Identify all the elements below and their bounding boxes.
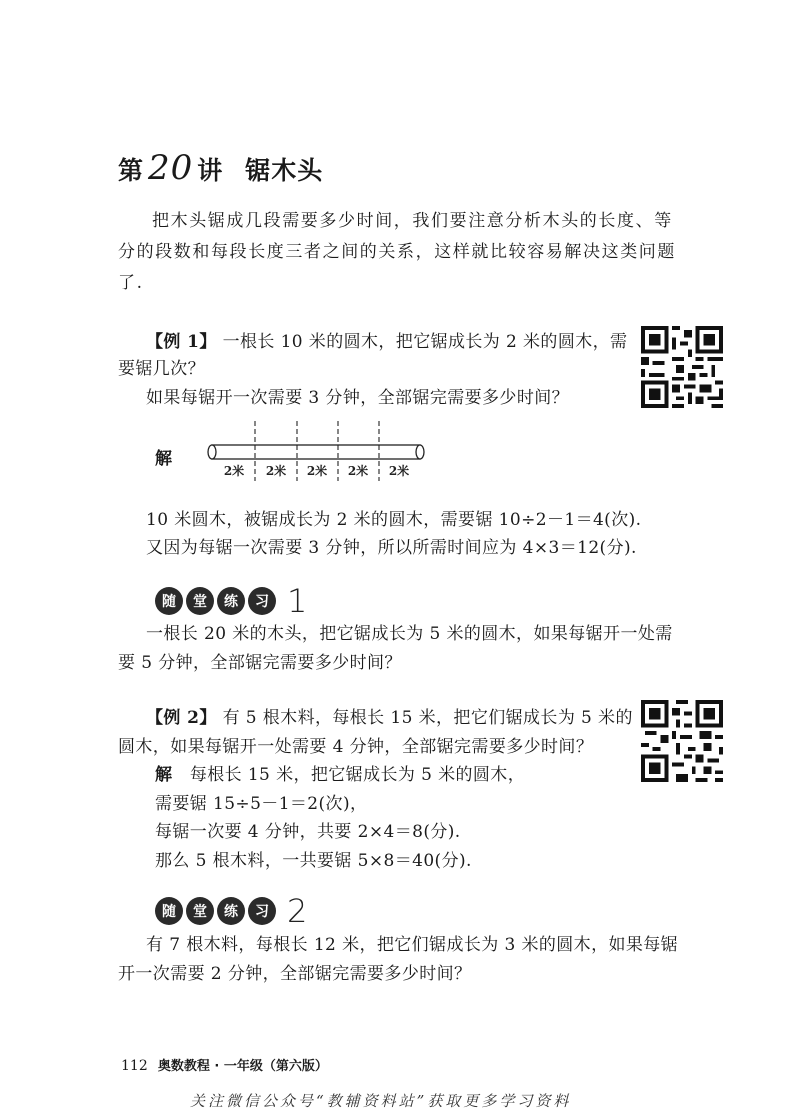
- example2-line2: 圆木，如果每锯开一处需要 4 分钟，全部锯完需要多少时间？: [118, 737, 594, 757]
- example2-solution-line2: 需要锯 15÷5－1＝2(次)，: [155, 794, 368, 814]
- example1-solution-label: 解: [155, 449, 173, 469]
- example2-label: 【例 2】: [146, 708, 217, 728]
- practice-badge: 堂: [186, 587, 214, 615]
- example1-answer-line1: 10 米圆木，被锯成长为 2 米的圆木，需要锯 10÷2－1＝4(次).: [146, 510, 642, 530]
- log-end-left: [208, 445, 216, 459]
- watermark-text: 关注微信公众号“教辅资料站”获取更多学习资料: [190, 1092, 572, 1110]
- practice1-line1: 一根长 20 米的木头，把它锯成长为 5 米的圆木，如果每锯开一处需: [146, 624, 673, 644]
- lecture-number: 20: [148, 148, 194, 188]
- example2-solution-label: 解: [155, 765, 173, 785]
- example1-label: 【例 1】: [146, 332, 217, 352]
- example1-line1: 【例 1】 一根长 10 米的圆木，把它锯成长为 2 米的圆木，需: [146, 332, 628, 352]
- example1-line3: 如果每锯开一次需要 3 分钟，全部锯完需要多少时间？: [146, 388, 570, 408]
- practice-badge: 练: [217, 587, 245, 615]
- segment-label: 2米: [223, 464, 245, 478]
- practice1-line2: 要 5 分钟，全部锯完需要多少时间？: [118, 653, 402, 673]
- practice-badge: 习: [248, 587, 276, 615]
- example2-solution-line3: 每锯一次要 4 分钟，共要 2×4＝8(分).: [155, 822, 461, 842]
- qr-code-example1: [641, 326, 723, 408]
- practice-badge: 随: [155, 897, 183, 925]
- practice2-heading: [155, 892, 308, 930]
- example1-line2: 要锯几次？: [118, 359, 205, 379]
- practice-badge: 练: [217, 897, 245, 925]
- practice2-line1: 有 7 根木料，每根长 12 米，把它们锯成长为 3 米的圆木，如果每锯: [146, 935, 679, 955]
- lecture-title: [118, 148, 323, 188]
- practice2-line2: 开一次需要 2 分钟，全部锯完需要多少时间？: [118, 964, 472, 984]
- log-end-right: [416, 445, 424, 459]
- lecture-name: 锯木头: [245, 156, 324, 185]
- practice1-heading: [155, 582, 308, 620]
- segment-label: 2米: [388, 464, 410, 478]
- intro-paragraph: 把木头锯成几段需要多少时间，我们要注意分析木头的长度、等分的段数和每段长度三者之间的关系，这样就比较容易解决这类问题了.: [118, 211, 676, 293]
- lecture-prefix: 第: [118, 156, 145, 185]
- example2-solution-line4: 那么 5 根木料，一共要锯 5×8＝40(分).: [155, 851, 472, 871]
- qr-code-example2: [641, 700, 723, 782]
- practice-badge: 随: [155, 587, 183, 615]
- example2-solution-line1: 解 每根长 15 米，把它锯成长为 5 米的圆木，: [155, 765, 526, 785]
- example1-answer-line2: 又因为每锯一次需要 3 分钟，所以所需时间应为 4×3＝12(分).: [146, 538, 637, 558]
- segment-label: 2米: [306, 464, 328, 478]
- log-body: [212, 445, 420, 459]
- practice2-number: 2: [287, 892, 308, 930]
- practice-badge: 堂: [186, 897, 214, 925]
- page-footer: [121, 1055, 328, 1074]
- example2-line1: 【例 2】 有 5 根木料，每根长 15 米，把它们锯成长为 5 米的: [146, 708, 633, 728]
- practice-badge: 习: [248, 897, 276, 925]
- log-diagram: [200, 415, 430, 485]
- page-number: 112: [121, 1058, 148, 1074]
- book-title: 奥数教程 · 一年级（第六版）: [157, 1059, 328, 1074]
- practice1-number: 1: [287, 582, 308, 620]
- segment-label: 2米: [265, 464, 287, 478]
- lecture-suffix: 讲: [197, 156, 224, 185]
- segment-label: 2米: [347, 464, 369, 478]
